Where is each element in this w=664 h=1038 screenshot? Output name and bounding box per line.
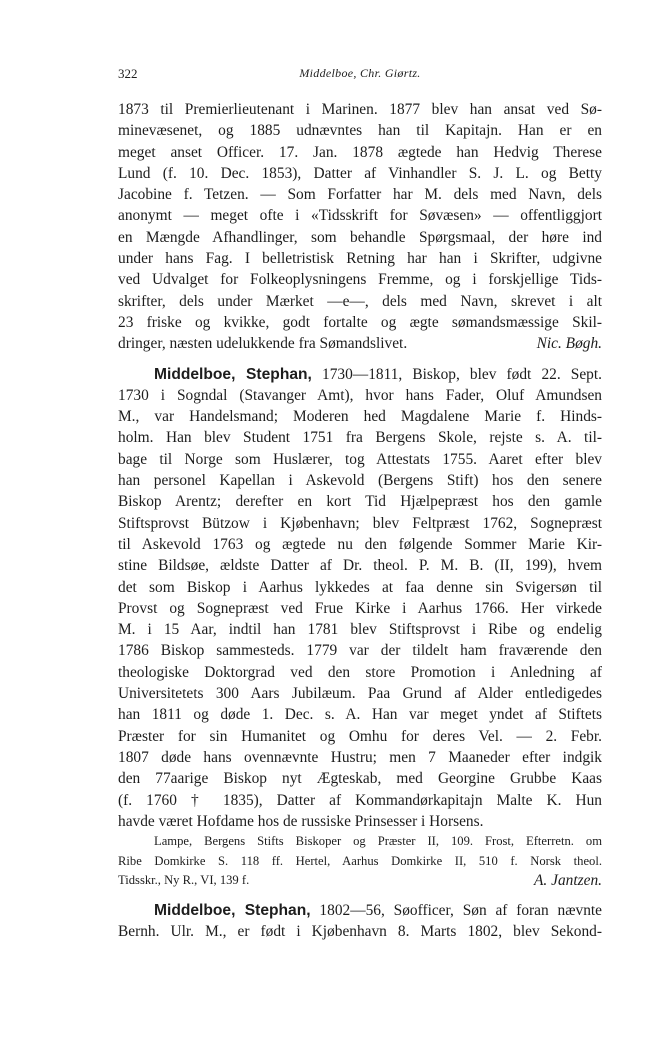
entry-stephan-1802 — [118, 900, 602, 943]
page-header — [118, 66, 602, 86]
text-line: M., var Handelsmand; Moderen hed Magdalene Marie f. Hinds- — [118, 408, 602, 426]
references — [118, 832, 602, 891]
reference-last: Tidsskr., Ny R., VI, 139 f. — [118, 873, 250, 888]
text-line: det som Biskop i Aarhus lykkedes at faa denne sin Svigersøn til — [118, 578, 602, 596]
text-line — [118, 364, 602, 385]
reference-line — [118, 871, 602, 891]
text-line: bage til Norge som Huslærer, tog Attestats 1755. Aaret efter blev — [118, 450, 602, 468]
text-line: holm. Han blev Student 1751 fra Bergens Skole, rejste s. A. til- — [118, 429, 602, 447]
entry-chr-giortz — [118, 99, 602, 355]
text-line: den 77aarige Biskop nyt Ægteskab, med Georgine Grubbe Kaas — [118, 770, 602, 788]
text-line: 1873 til Premierlieutenant i Marinen. 1877 blev han ansat ved Sø- — [118, 101, 602, 118]
running-title: Middelboe, Chr. Giørtz. — [299, 66, 421, 80]
text-line: minevæsenet, og 1885 udnævntes han til Kapitajn. Han er en — [118, 122, 602, 140]
page-body — [118, 99, 602, 942]
text-line: 1807 døde hans ovennævnte Hustru; men 7 Maaneder efter indgik — [118, 748, 602, 766]
text-line — [118, 900, 602, 921]
text-line: Biskop Arentz; derefter en kort Tid Hjælpepræst hos den gamle — [118, 493, 602, 511]
author-signature: A. Jantzen. — [534, 872, 602, 890]
text-line: meget anset Officer. 17. Jan. 1878 ægtede han Hedvig Therese — [118, 143, 602, 161]
reference-line: Lampe, Bergens Stifts Biskoper og Præster II, 109. Frost, Efterretn. om — [154, 834, 602, 849]
text-line: 23 friske og kvikke, godt fortalte og ægte sømandsmæssige Skil- — [118, 313, 602, 331]
text-line: ved Udvalget for Folkeoplysningens Fremme, og i forskjellige Tids- — [118, 271, 602, 289]
entry-headword: Middelboe, Stephan, — [154, 365, 312, 383]
text-line: Universitetets 300 Aars Jubilæum. Paa Grund af Alder entledigedes — [118, 685, 602, 703]
text-line: han 1811 og døde 1. Dec. s. A. Han var meget yndet af Stiftets — [118, 706, 602, 724]
text-line: (f. 1760 † 1835), Datter af Kommandørkapitajn Malte K. Hun — [118, 791, 602, 809]
entry-last-line: dringer, næsten udelukkende fra Sømandslivet. — [118, 335, 408, 353]
text-line: 1786 Biskop sammesteds. 1779 var der tildelt ham fraværende den — [118, 642, 602, 660]
text-line: skrifter, dels under Mærket —e—, dels med Navn, skrevet i alt — [118, 292, 602, 310]
text-line: Stiftsprovst Bützow i Kjøbenhavn; blev Feltpræst 1762, Sognepræst — [118, 514, 602, 532]
reference-line: Ribe Domkirke S. 118 ff. Hertel, Aarhus Domkirke II, 510 f. Norsk theol. — [118, 853, 602, 868]
text-line: 1730 i Sogndal (Stavanger Amt), hvor hans Fader, Oluf Amundsen — [118, 386, 602, 404]
text-line: til Askevold 1763 og ægtede nu den følgende Sommer Marie Kir- — [118, 535, 602, 553]
text-line: Bernh. Ulr. M., er født i Kjøbenhavn 8. Marts 1802, blev Sekond- — [118, 922, 602, 940]
text-line: theologiske Doktorgrad ved den store Promotion i Anledning af — [118, 663, 602, 681]
entry-first-line: 1730—1811, Biskop, blev født 22. Sept. — [322, 365, 603, 383]
entry-stephan-1730 — [118, 364, 602, 891]
text-line: Jacobine f. Tetzen. — Som Forfatter har M. dels med Navn, dels — [118, 186, 602, 204]
entry-first-line: 1802—56, Søofficer, Søn af foran nævnte — [319, 901, 602, 919]
entry-headword: Middelboe, Stephan, — [154, 901, 311, 919]
page-number: 322 — [118, 66, 138, 81]
text-line: M. i 15 Aar, indtil han 1781 blev Stiftsprovst i Ribe og endelig — [118, 621, 602, 639]
author-signature: Nic. Bøgh. — [536, 335, 602, 353]
text-line — [118, 333, 602, 354]
text-line: stine Bildsøe, ældste Datter af Dr. theol. P. M. B. (II, 199), hvem — [118, 557, 602, 575]
text-line: Præster for sin Humanitet og Omhu for deres Vel. — 2. Febr. — [118, 727, 602, 745]
text-line: Provst og Sognepræst ved Frue Kirke i Aarhus 1766. Her virkede — [118, 599, 602, 617]
text-line: Lund (f. 10. Dec. 1853), Datter af Vinhandler S. J. L. og Betty — [118, 164, 602, 182]
text-line: han personel Kapellan i Askevold (Bergens Stift) hos den senere — [118, 472, 602, 490]
text-line: under hans Fag. I belletristisk Retning har han i Skrifter, udgivne — [118, 250, 602, 268]
text-line: anonymt — meget ofte i «Tidsskrift for Søvæsen» — offentliggjort — [118, 207, 602, 225]
text-line: en Mængde Afhandlinger, som behandle Spørgsmaal, der høre ind — [118, 228, 602, 246]
text-line: havde været Hofdame hos de russiske Prinsesser i Horsens. — [118, 812, 484, 830]
